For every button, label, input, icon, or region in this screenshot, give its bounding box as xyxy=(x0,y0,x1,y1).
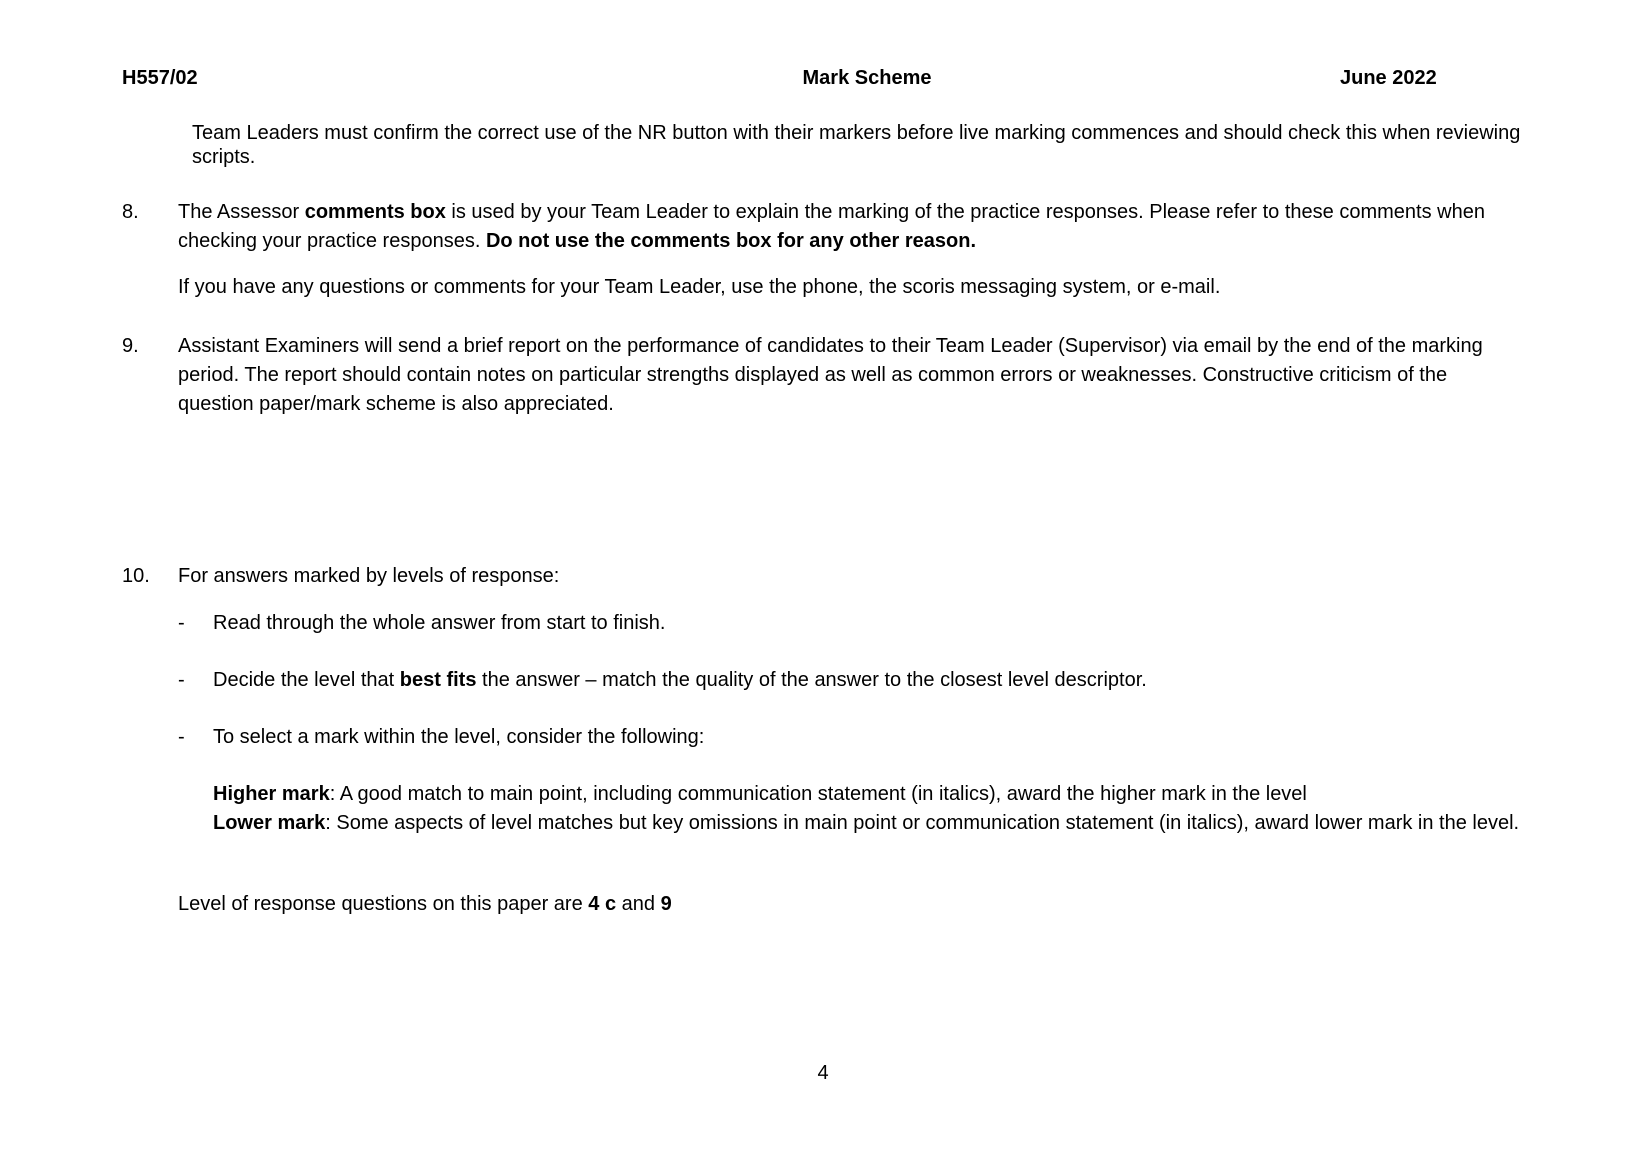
page-number: 4 xyxy=(817,1062,829,1084)
bullet-2-text-b: the answer – match the quality of the answer to the closest level descriptor. xyxy=(476,669,1147,691)
header-title: Mark Scheme xyxy=(802,67,932,89)
continuation-paragraph: Team Leaders must confirm the correct use of the NR button with their markers before live marking commences and should check this when reviewing scripts. xyxy=(192,122,1521,168)
higher-mark-line xyxy=(213,780,1524,809)
level-of-response-line xyxy=(178,890,672,919)
bullet-3-text: To select a mark within the level, consider the following: xyxy=(213,726,705,748)
item-9-number: 9. xyxy=(122,335,139,357)
header-code: H557/02 xyxy=(122,67,198,89)
bullet-1-marker: - xyxy=(178,612,185,634)
item-8-paragraph xyxy=(178,198,1524,256)
item-8-text-b: is used by your Team Leader to explain the marking of the practice responses. Please refer to these comments when checking your practice responses. xyxy=(178,201,1485,252)
higher-mark-label: Higher mark xyxy=(213,783,330,805)
item-8-text-a: The Assessor xyxy=(178,201,305,223)
bullet-1-text: Read through the whole answer from start to finish. xyxy=(213,612,666,634)
item-8-paragraph-2: If you have any questions or comments for your Team Leader, use the phone, the scoris messaging system, or e-mail. xyxy=(178,276,1221,298)
header-date: June 2022 xyxy=(1340,67,1437,89)
item-9-paragraph: Assistant Examiners will send a brief report on the performance of candidates to their Team Leader (Supervisor) via email by the end of the marking period. The report should contain notes on particular strengths displayed as well as common errors or weaknesses. Constructive criticism of the question paper/mark scheme is also appreciated. xyxy=(178,335,1483,415)
lor-question-9: 9 xyxy=(660,893,672,915)
bullet-3-marker: - xyxy=(178,726,185,748)
item-8-bold-warning: Do not use the comments box for any other reason. xyxy=(485,230,977,252)
lor-text: Level of response questions on this paper are xyxy=(178,893,589,915)
item-10-intro: For answers marked by levels of response: xyxy=(178,565,560,587)
lower-mark-label: Lower mark xyxy=(213,812,326,834)
item-8-number: 8. xyxy=(122,201,139,223)
lor-and: and xyxy=(616,893,661,915)
item-8-bold-comments-box: comments box xyxy=(304,201,446,223)
bullet-2-text-a: Decide the level that xyxy=(213,669,400,691)
bullet-2-bold-best-fits: best fits xyxy=(399,669,477,691)
lower-mark-line xyxy=(213,809,1524,838)
bullet-2-marker: - xyxy=(178,669,185,691)
item-10-number: 10. xyxy=(122,565,150,587)
higher-mark-text: : A good match to main point, including communication statement (in italics), award the higher mark in the level xyxy=(329,783,1307,805)
bullet-2-text xyxy=(213,666,1524,695)
lower-mark-text: : Some aspects of level matches but key omissions in main point or communication statement (in italics), award lower mark in the level. xyxy=(325,812,1520,834)
lor-question-4c: 4 c xyxy=(588,893,617,915)
